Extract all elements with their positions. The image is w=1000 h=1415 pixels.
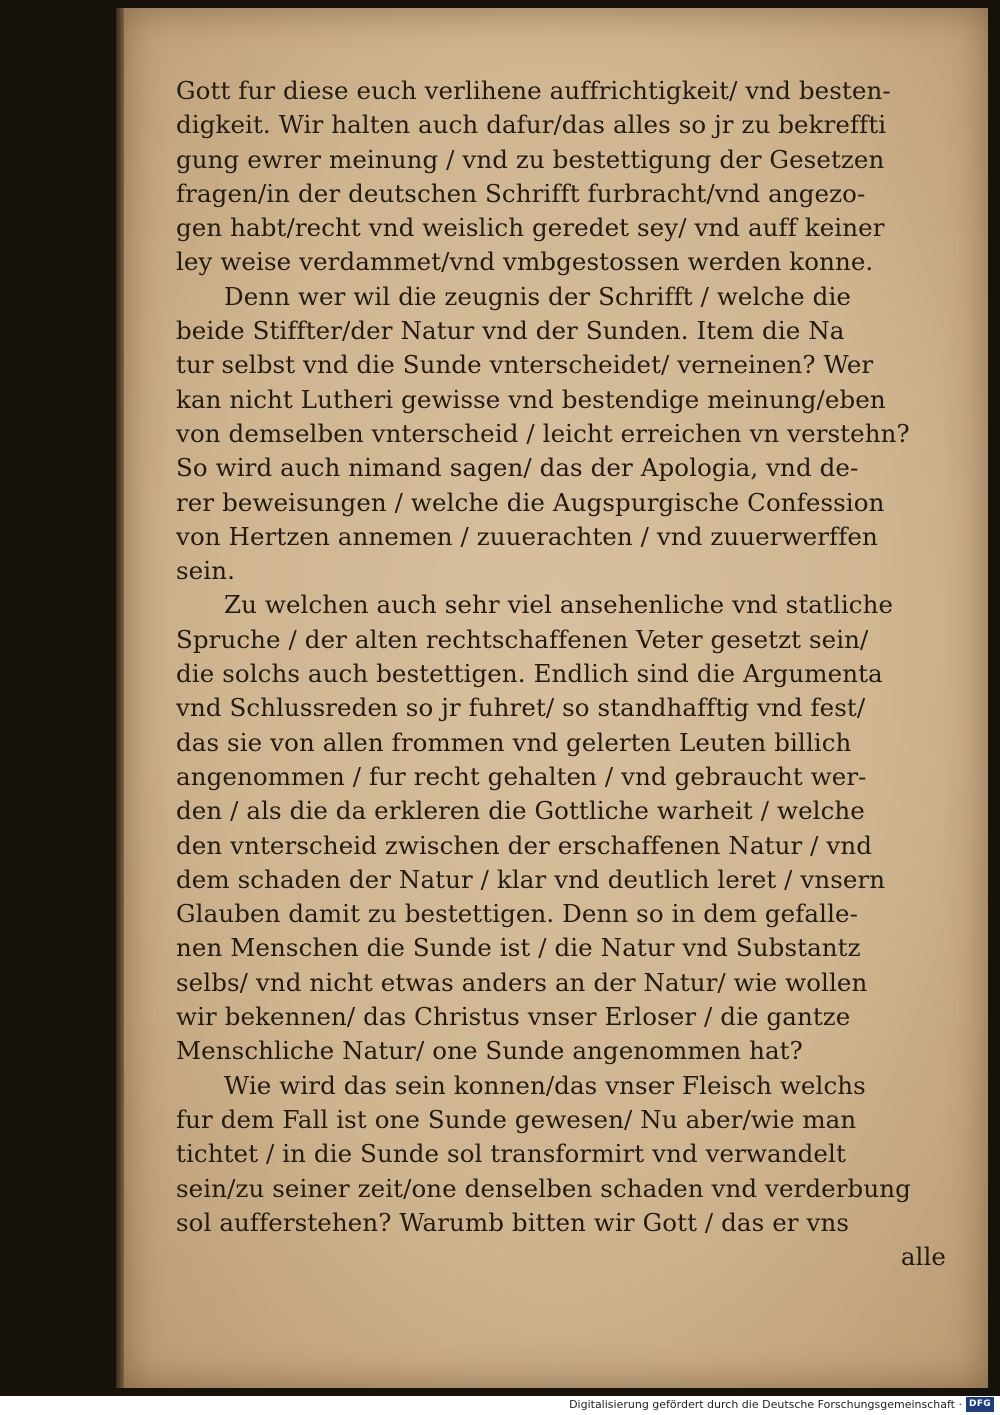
text-line: fragen/in der deutschen Schrifft furbracht/vnd angezo- bbox=[176, 178, 866, 208]
text-line: kan nicht Lutheri gewisse vnd bestendige meinung/eben bbox=[176, 384, 886, 414]
text-line: selbs/ vnd nicht etwas anders an der Natur/ wie wollen bbox=[176, 967, 868, 997]
text-line: tur selbst vnd die Sunde vnterscheidet/ verneinen? Wer bbox=[176, 350, 874, 380]
text-line: den vnterscheid zwischen der erschaffenen Natur / vnd bbox=[176, 830, 873, 860]
text-line: sein/zu seiner zeit/one denselben schaden vnd verderbung bbox=[176, 1173, 911, 1203]
text-line: vnd Schlussreden so jr fuhret/ so standhafftig vnd fest/ bbox=[176, 693, 866, 723]
credit-separator: · bbox=[958, 1398, 962, 1411]
text-line: wir bekennen/ das Christus vnser Erloser / die gantze bbox=[176, 1002, 851, 1032]
text-line: Glauben damit zu bestettigen. Denn so in dem gefalle- bbox=[176, 899, 858, 929]
text-line: dem schaden der Natur / klar vnd deutlich leret / vnsern bbox=[176, 864, 886, 894]
text-line: fur dem Fall ist one Sunde gewesen/ Nu aber/wie man bbox=[176, 1104, 857, 1134]
text-line: Zu welchen auch sehr viel ansehenliche vnd statliche bbox=[224, 590, 894, 620]
book-page bbox=[124, 8, 988, 1388]
text-line: angenommen / fur recht gehalten / vnd gebraucht wer- bbox=[176, 761, 867, 791]
text-line: beide Stiffter/der Natur vnd der Sunden. Item die Na bbox=[176, 316, 845, 346]
text-line: Gott fur diese euch verlihene auffrichtigkeit/ vnd besten- bbox=[176, 76, 891, 105]
page-text bbox=[176, 74, 946, 1274]
text-line: Menschliche Natur/ one Sunde angenommen hat? bbox=[176, 1036, 803, 1066]
text-line: sol aufferstehen? Warumb bitten wir Gott / das er vns bbox=[176, 1207, 849, 1237]
text-line: tichtet / in die Sunde sol transformirt vnd verwandelt bbox=[176, 1139, 846, 1169]
text-line: So wird auch nimand sagen/ das der Apologia, vnd de- bbox=[176, 453, 859, 483]
text-line: Denn wer wil die zeugnis der Schrifft / welche die bbox=[224, 281, 851, 311]
text-line: Wie wird das sein konnen/das vnser Fleisch welchs bbox=[224, 1070, 866, 1100]
text-line: gen habt/recht vnd weislich geredet sey/ vnd auff keiner bbox=[176, 213, 885, 243]
funding-credit-text: Digitalisierung gefördert durch die Deutsche Forschungsgemeinschaft bbox=[569, 1398, 955, 1411]
catchword: alle bbox=[900, 1242, 946, 1272]
dfg-logo-icon: DFG bbox=[966, 1397, 994, 1412]
text-line: von demselben vnterscheid / leicht erreichen vn verstehn? bbox=[176, 418, 910, 448]
text-line: nen Menschen die Sunde ist / die Natur vnd Substantz bbox=[176, 933, 861, 963]
text-line: ley weise verdammet/vnd vmbgestossen werden konne. bbox=[176, 247, 874, 277]
text-line: die solchs auch bestettigen. Endlich sind die Argumenta bbox=[176, 659, 883, 689]
text-line: gung ewrer meinung / vnd zu bestettigung der Gesetzen bbox=[176, 144, 885, 174]
text-line: das sie von allen frommen vnd gelerten Leuten billich bbox=[176, 727, 852, 757]
text-line: rer beweisungen / welche die Augspurgische Confession bbox=[176, 487, 885, 517]
text-line: Spruche / der alten rechtschaffenen Veter gesetzt sein/ bbox=[176, 624, 869, 654]
text-line: digkeit. Wir halten auch dafur/das alles so jr zu bekreffti bbox=[176, 110, 887, 140]
text-line: den / als die da erkleren die Gottliche warheit / welche bbox=[176, 796, 865, 826]
footer-bar bbox=[0, 1396, 1000, 1415]
funding-credit bbox=[569, 1397, 962, 1413]
text-line: sein. bbox=[176, 556, 235, 586]
text-line: von Hertzen annemen / zuuerachten / vnd zuuerwerffen bbox=[176, 521, 878, 551]
